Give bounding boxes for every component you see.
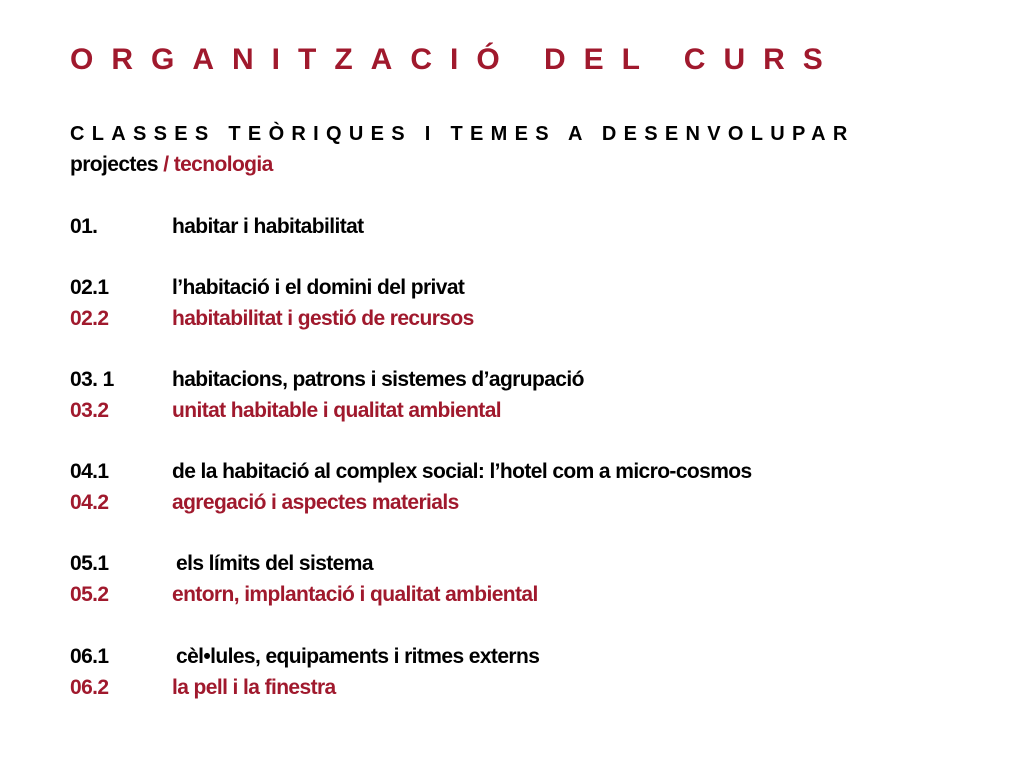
legend bbox=[70, 151, 273, 179]
topic-number: 06.1 bbox=[70, 645, 109, 668]
topic-number: 02.1 bbox=[70, 276, 109, 299]
topic-number: 06.2 bbox=[70, 676, 109, 699]
topic-label: els límits del sistema bbox=[176, 552, 373, 575]
topic-number: 04.2 bbox=[70, 491, 109, 514]
topic-number: 02.2 bbox=[70, 307, 109, 330]
legend-technology: tecnologia bbox=[173, 153, 273, 176]
topic-label: de la habitació al complex social: l’hotel com a micro-cosmos bbox=[172, 460, 752, 483]
topic-label: agregació i aspectes materials bbox=[172, 491, 459, 514]
slide-title: ORGANITZACIÓ DEL CURS bbox=[70, 43, 841, 76]
topic-label: unitat habitable i qualitat ambiental bbox=[172, 399, 502, 422]
topic-number: 03. 1 bbox=[70, 368, 114, 391]
topic-label: habitabilitat i gestió de recursos bbox=[172, 307, 474, 330]
topic-label: cèl•lules, equipaments i ritmes externs bbox=[176, 645, 540, 668]
topic-number: 05.2 bbox=[70, 583, 109, 606]
topic-label: habitacions, patrons i sistemes d’agrupació bbox=[172, 368, 584, 391]
topic-number: 01. bbox=[70, 215, 98, 238]
legend-separator: / bbox=[157, 153, 174, 176]
section-subtitle: CLASSES TEÒRIQUES I TEMES A DESENVOLUPAR bbox=[70, 123, 855, 145]
topic-number: 03.2 bbox=[70, 399, 109, 422]
topic-number: 04.1 bbox=[70, 460, 109, 483]
topic-label: entorn, implantació i qualitat ambiental bbox=[172, 583, 538, 606]
topic-label: l’habitació i el domini del privat bbox=[172, 276, 465, 299]
topic-label: la pell i la finestra bbox=[172, 676, 336, 699]
topic-number: 05.1 bbox=[70, 552, 109, 575]
legend-projects: projectes bbox=[70, 153, 158, 176]
topic-label: habitar i habitabilitat bbox=[172, 215, 364, 238]
